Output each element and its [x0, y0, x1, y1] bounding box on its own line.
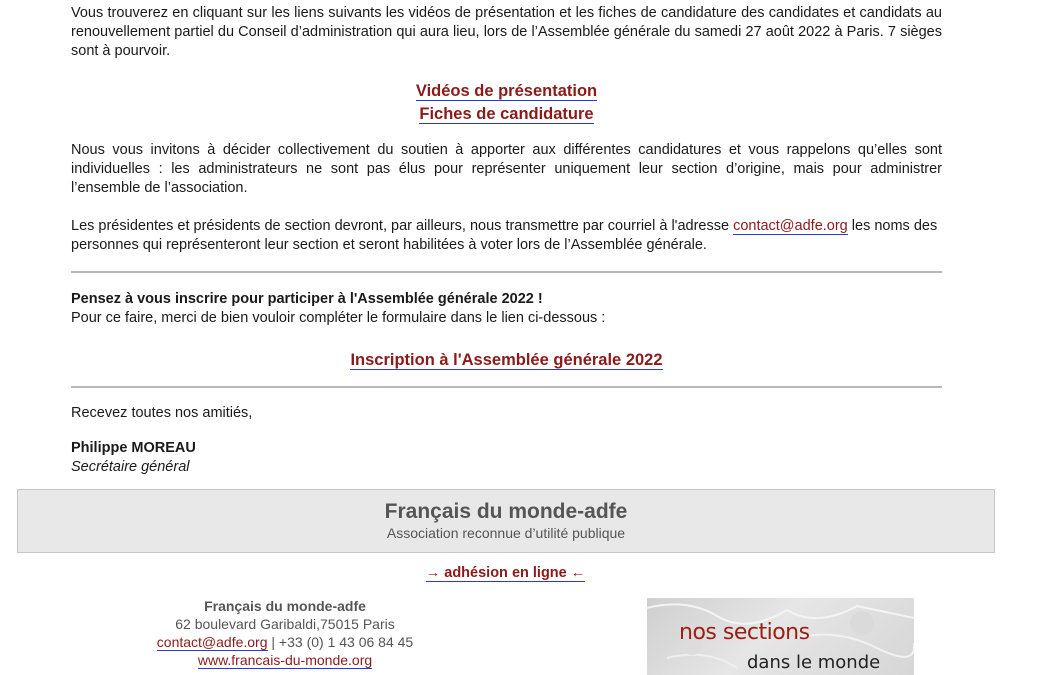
fiches-link[interactable]: Fiches de candidature: [419, 105, 594, 123]
adhesion-link[interactable]: → adhésion en ligne ←: [425, 565, 586, 581]
footer-banner: [17, 489, 995, 553]
delegates-paragraph: [71, 217, 942, 255]
footer-org-name: Français du monde-adfe: [384, 500, 628, 523]
website-link[interactable]: www.francais-du-monde.org: [197, 652, 373, 668]
footer-phone: | +33 (0) 1 43 06 84 45: [267, 634, 414, 650]
address-contact: [140, 633, 430, 651]
adhesion: [0, 565, 1011, 581]
delegates-text-after: les noms des personnes qui représenteront leur section et seront habilitées à voter lors de l’Assemblée générale.: [71, 218, 938, 253]
inscription-text: Pour ce faire, merci de bien vouloir compléter le formulaire dans le lien ci-dessous :: [71, 310, 606, 326]
email-body: [71, 0, 942, 477]
sections-banner[interactable]: [647, 598, 914, 675]
divider: [71, 271, 942, 273]
inscription-heading: Pensez à vous inscrire pour participer à l'Assemblée générale 2022 !: [71, 291, 543, 307]
intro-paragraph: Vous trouverez en cliquant sur les liens suivants les vidéos de présentation et les fiches de candidature des candidates et candidats au renouvellement partiel du Conseil d’administration qui aura lieu, lors de l’Assemblée générale du samedi 27 août 2022 à Paris. 7 sièges sont à pourvoir.: [71, 5, 942, 59]
address-street: 62 boulevard Garibaldi,75015 Paris: [175, 616, 395, 632]
footer-email-link[interactable]: contact@adfe.org: [156, 634, 268, 650]
signature-name: Philippe MOREAU: [71, 440, 196, 456]
closing-text: Recevez toutes nos amitiés,: [71, 405, 253, 421]
contact-email-link[interactable]: contact@adfe.org: [733, 218, 848, 234]
signature-role: Secrétaire général: [71, 459, 190, 475]
candidature-links: [71, 80, 942, 126]
videos-link[interactable]: Vidéos de présentation: [415, 82, 598, 100]
banner-line-2: dans le monde: [747, 652, 881, 673]
footer-tagline: Association reconnue d’utilité publique: [386, 525, 626, 541]
banner-line-1: nos sections: [679, 620, 810, 645]
delegates-text-before: Les présidentes et présidents de section devront, par ailleurs, nous transmettre par courriel à l'adresse: [71, 218, 734, 234]
invitation-paragraph: Nous vous invitons à décider collectivement du soutien à apporter aux différentes candidatures et vous rappelons qu’elles sont individuelles : les administrateurs ne sont pas élus pour représenter uniquement leur section d’origine, mais pour administrer l’ensemble de l’association.: [71, 142, 942, 196]
footer-address-block: [140, 597, 430, 669]
address-title: Français du monde-adfe: [204, 598, 366, 614]
divider: [71, 386, 942, 388]
inscription-link[interactable]: Inscription à l'Assemblée générale 2022: [350, 351, 663, 369]
